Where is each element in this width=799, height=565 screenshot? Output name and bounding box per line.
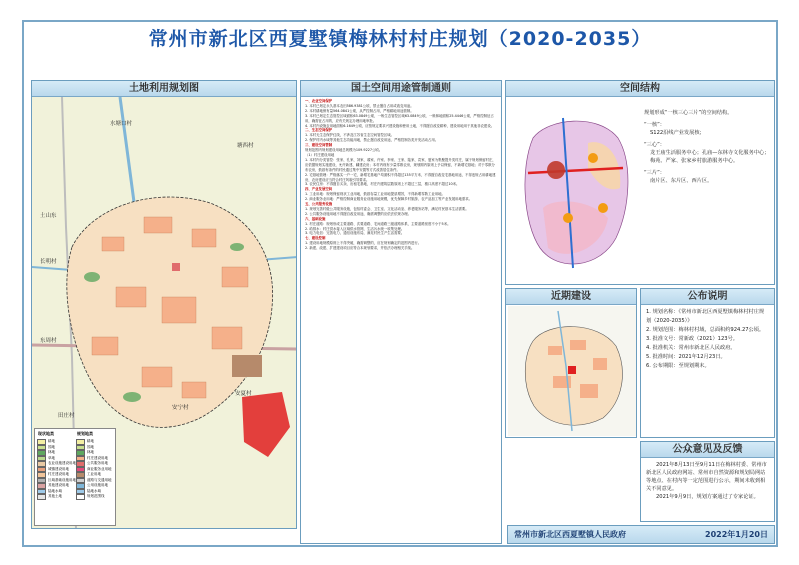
settlement-9 bbox=[142, 367, 172, 387]
structure-a1-body: S122沿线产业发展核； bbox=[650, 130, 705, 136]
settlement-5 bbox=[116, 287, 146, 307]
rules-para: 1. 村庄道路：规划形成主要道路、次要道路、宅间道路三级道路体系，主要道路宽度不小于5米。 bbox=[305, 221, 451, 226]
legend-label: 陆地水域 bbox=[87, 488, 101, 493]
rules-para: 1. 本村无生态保护红线，不涉及江苏省生态空间管控区域。 bbox=[305, 133, 395, 138]
settlement-10 bbox=[182, 382, 206, 398]
rules-para: 2. 给排水：村庄供水接入区域供水管网，生活污水统一收集处理。 bbox=[305, 226, 405, 231]
structure-panel-title: 空间结构 bbox=[506, 81, 774, 97]
legend-column-left bbox=[37, 439, 77, 500]
opinion-panel bbox=[640, 441, 775, 522]
rules-para: 1. 本村已划定永久基本农田586.9381公顷，禁止擅自占用或改变用途。 bbox=[305, 103, 414, 108]
legend-label: 城镇建设用地 bbox=[48, 466, 69, 471]
near-term-block-1 bbox=[548, 346, 562, 355]
rules-section-2: 二、生态空间保护 bbox=[305, 128, 333, 133]
structure-center-2 bbox=[563, 213, 573, 223]
structure-panel bbox=[505, 80, 775, 285]
rules-para: 1. 本村内分类管控：张家、孔家、刘家、翁家、许家、李家、王家、陆家、袁家、夏家为集聚提升类村庄，属于规划保留村庄，应依据规划实施建设，允许新建、翻建农房；本村内现有少量零散农房，规划期内原则上予以保留，不新增宅基地；对于零散分布农房，鼓励有条件的村民通过集中安置等方式改善居住条件。 bbox=[305, 157, 496, 172]
place-label-anning: 安宁村 bbox=[172, 405, 189, 411]
legend-label: 村庄建设用地 bbox=[87, 455, 108, 460]
rules-para: 1. 工业用地：规划保留现状工业用地，鼓励存量工业用地提质增效，不得新增零散工业用地。 bbox=[305, 192, 445, 197]
legend-label: 耕地 bbox=[48, 439, 55, 444]
settlement-4 bbox=[222, 267, 248, 287]
opinion-panel-title: 公众意见及反馈 bbox=[641, 442, 774, 458]
structure-map bbox=[508, 98, 638, 283]
legend-title-right: 规划地类 bbox=[77, 431, 93, 436]
notice-item: 4. 批准机关：常州市新北区人民政府。 bbox=[646, 345, 736, 351]
opinion-para: 2021年8月13日至9月11日在梅林村委、常州市新北区人民政府网站、常州市自然资源和规划局网站等地点、在村内等一定范围进行公示，期间未收到相关不同意见。 bbox=[646, 462, 767, 492]
place-label-anxia: 安夏村 bbox=[235, 391, 252, 397]
rules-section-7: 七、建设控制 bbox=[305, 236, 326, 241]
legend-label: 工业用地 bbox=[87, 472, 101, 477]
settlement-1 bbox=[102, 237, 124, 251]
place-label-tudong: 土山东 bbox=[40, 213, 57, 219]
near-term-map bbox=[508, 306, 636, 436]
land-use-panel bbox=[31, 80, 297, 529]
opinion-text bbox=[641, 458, 774, 504]
notice-item: 3. 批准文号：常新政（2021）123号。 bbox=[646, 336, 738, 342]
place-label-changmin: 长明村 bbox=[40, 259, 57, 265]
left-legend-item bbox=[37, 494, 77, 500]
notice-panel bbox=[640, 288, 775, 438]
near-term-block-3 bbox=[593, 358, 607, 370]
legend-label: 商业服务业用地 bbox=[87, 466, 112, 471]
legend-label: 耕地 bbox=[87, 439, 94, 444]
settlement-3 bbox=[192, 229, 216, 247]
near-term-project bbox=[568, 366, 576, 374]
structure-intro: 规划形成“一核三心三片”的空间结构。 bbox=[644, 110, 733, 116]
rules-text bbox=[301, 97, 501, 253]
rules-section-1: 一、农业空间保护 bbox=[305, 99, 333, 103]
rules-para: 规划范围内规划建设用地总规模为109.9227公顷。 bbox=[305, 148, 383, 153]
structure-a2-body: 龙王庙生活服务中心；孔庙—东林寺文化服务中心；梅苑、严家、张家乡村旅游服务中心。 bbox=[650, 150, 770, 164]
public-service bbox=[172, 263, 180, 271]
legend-label: 农业设施建设用地 bbox=[48, 461, 76, 466]
near-term-block-5 bbox=[580, 384, 598, 398]
footer-bar bbox=[507, 525, 775, 544]
legend-label: 村庄建设用地 bbox=[48, 472, 69, 477]
rules-para: 2. 新建、改建、扩建建设项目应符合本规划要求，并依法办理相关手续。 bbox=[305, 246, 415, 251]
structure-a2-title: “三心”： bbox=[644, 142, 665, 148]
map-legend bbox=[34, 428, 116, 526]
structure-description bbox=[644, 109, 770, 185]
legend-swatch bbox=[76, 494, 85, 500]
legend-label: 道路与交通用地 bbox=[87, 477, 112, 482]
settlement-7 bbox=[92, 337, 118, 355]
legend-label: 其他建设用地 bbox=[48, 483, 69, 488]
legend-label: 草地 bbox=[48, 455, 55, 460]
legend-swatch bbox=[37, 494, 46, 500]
structure-a3-body: 南片区、东片区、西片区。 bbox=[650, 178, 713, 184]
place-label-shuiqiao: 水塘口村 bbox=[110, 121, 133, 127]
structure-a1-title: “一核”： bbox=[644, 122, 665, 128]
legend-label: 公共服务用地 bbox=[87, 461, 108, 466]
settlement-2 bbox=[144, 217, 172, 233]
page-title: 常州市新北区西夏墅镇梅林村村庄规划（2020-2035） bbox=[148, 28, 652, 50]
rules-para: 1. 建设用地规模原则上不得突破，确需调整的，应在规划确定的范围内进行。 bbox=[305, 241, 422, 246]
rules-section-4: 四、产业发展空间 bbox=[305, 187, 333, 192]
legend-label: 林地 bbox=[48, 450, 55, 455]
structure-center-1 bbox=[588, 153, 598, 163]
legend-label: 规划范围线 bbox=[87, 494, 105, 499]
notice-item: 1. 规划名称：《常州市新北区西夏墅镇梅林村村庄规划（2020-2035）》 bbox=[646, 309, 765, 324]
settlement-8 bbox=[212, 327, 242, 349]
plan-sheet bbox=[22, 20, 778, 547]
legend-label: 区域基础设施用地 bbox=[48, 477, 76, 482]
legend-label: 其他土地 bbox=[48, 494, 62, 499]
legend-label: 园地 bbox=[87, 444, 94, 449]
rules-section-6: 六、基础设施 bbox=[305, 216, 326, 221]
opinion-para: 2021年9月9日，规划方案通过了专家论证。 bbox=[656, 494, 759, 500]
industrial-land bbox=[232, 355, 262, 377]
rules-para: 3. 农民住房：不得擅自买卖、出租宅基地，村庄内建筑层数原则上不超过三层，檐口高度不超过10米。 bbox=[305, 182, 460, 187]
rules-para: 2. 宅基地管理：严格落实一户一宅，新增宅基地户均面积不得超过135平方米，不得擅自改变宅基地用途，不得违规占用耕地建房，农房建设应当符合村庄风貌引导要求。 bbox=[305, 172, 496, 182]
structure-center-3 bbox=[598, 203, 608, 213]
place-label-tanxi: 塘西村 bbox=[237, 143, 254, 149]
rules-para: 3. 本村已划定生态管控区域面积63.0849公顷，一般生态管控区域63.0849公顷，一般林地面积25.4446公顷，严格控制征占用，确需征占用的，应有关规定办理用地审批。 bbox=[305, 113, 494, 123]
legend-label: 林地 bbox=[87, 450, 94, 455]
legend-column-right bbox=[76, 439, 116, 500]
rules-para: 4. 本村内设施农用地面积6.1649公顷，应按规定要求兴建设施和使用土地，不得擅自改变耕种，建设用地用于其他非农建设。 bbox=[305, 123, 495, 128]
place-label-dongzhou: 东周村 bbox=[40, 338, 57, 344]
right-legend-item bbox=[76, 494, 116, 500]
rules-panel bbox=[300, 80, 502, 544]
near-term-panel bbox=[505, 288, 637, 438]
rules-para: 1. 规划完善村级公共服务设施，包括村委会、卫生室、文化活动室、养老服务站等，满足村民基本生活需要。 bbox=[305, 206, 469, 211]
rules-para: 3. 电力电信：完善电力、通信设施布局，满足村民生产生活需要。 bbox=[305, 231, 405, 236]
legend-label: 陆地水域 bbox=[48, 488, 62, 493]
footer-date: 2022年1月20日 bbox=[705, 530, 768, 539]
legend-label: 园地 bbox=[48, 444, 55, 449]
rules-para: （1）村庄建设用地 bbox=[305, 152, 335, 157]
settlement-6 bbox=[162, 297, 196, 323]
place-label-tiantuo: 田庄村 bbox=[58, 413, 75, 419]
rules-para: 2. 商业服务业用地：严格控制商业服务业设施用地规模，优先保障乡村旅游、农产品加工等产业发展用地需求。 bbox=[305, 197, 473, 202]
notice-item: 2. 规划范围：梅林村村域，总面积约924.27公顷。 bbox=[646, 327, 765, 333]
near-term-panel-title: 近期建设 bbox=[506, 289, 636, 305]
rules-para: 2. 公共服务设施用地不得擅自改变用途，确需调整的应依法依规办理。 bbox=[305, 211, 412, 216]
structure-a3-title: “三片”： bbox=[644, 170, 665, 176]
notice-item: 5. 批准时间：2021年12月23日。 bbox=[646, 354, 726, 360]
rules-section-5: 五、公共服务设施 bbox=[305, 202, 333, 207]
notice-list bbox=[641, 305, 774, 374]
rules-panel-title: 国土空间用途管制通则 bbox=[301, 81, 501, 97]
rules-para: 2. 本村耕地保有量564.0841公顷，从严控制占用，严格耕地用途管制。 bbox=[305, 108, 414, 113]
structure-core bbox=[547, 161, 565, 179]
rules-para: 2. 保护村内水域等其他生态功能用地，禁止擅自改变用途，严格控制各类开发活动占用。 bbox=[305, 138, 439, 143]
forest-1 bbox=[84, 272, 100, 282]
footer-org: 常州市新北区西夏墅镇人民政府 bbox=[514, 530, 626, 539]
notice-item: 6. 公布期限：至规划期末。 bbox=[646, 363, 710, 369]
rules-section-3: 三、建设空间管制 bbox=[305, 143, 333, 148]
forest-3 bbox=[123, 392, 141, 402]
land-use-panel-title: 土地利用规划图 bbox=[32, 81, 296, 97]
legend-label: 公用设施用地 bbox=[87, 483, 108, 488]
forest-2 bbox=[230, 243, 244, 251]
legend-title-left: 现状地类 bbox=[38, 431, 54, 436]
near-term-block-2 bbox=[570, 340, 586, 350]
notice-panel-title: 公布说明 bbox=[641, 289, 774, 305]
